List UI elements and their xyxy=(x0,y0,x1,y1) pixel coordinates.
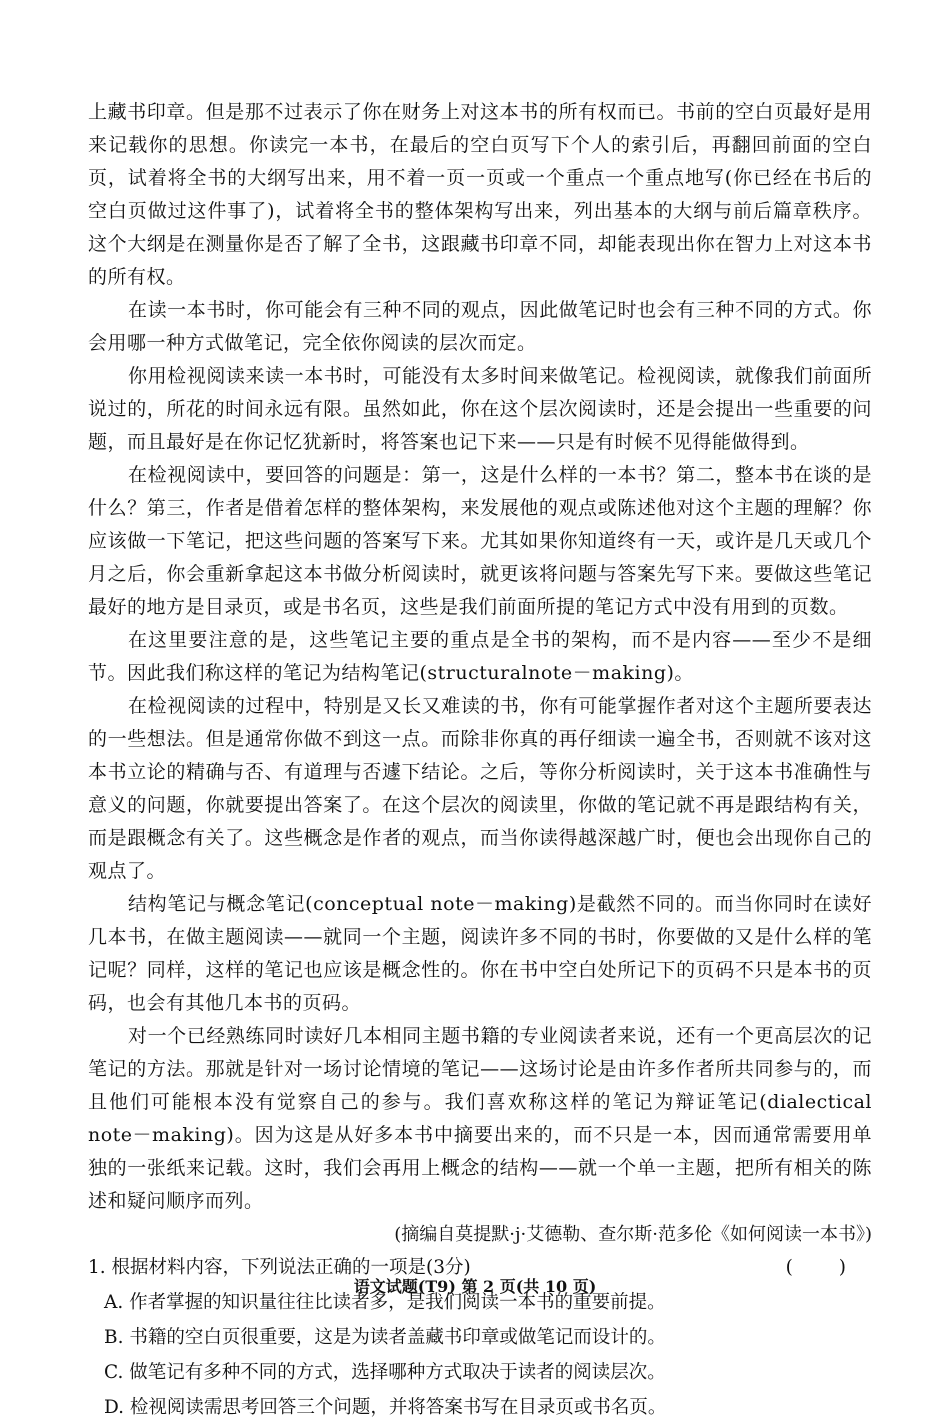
paragraph-6: 在检视阅读的过程中，特别是又长又难读的书，你有可能掌握作者对这个主题所要表达的一些想法。但是通常你做不到这一点。而除非你真的再仔细读一遍全书，否则就不该对这本书立论的精确与否、有道理与否遽下结论。之后，等你分析阅读时，关于这本书准确性与意义的问题，你就要提出答案了。在这个层次的阅读里，你做的笔记就不再是跟结构有关，而是跟概念有关了。这些概念是作者的观点，而当你读得越深越广时，便也会出现你自己的观点了。 xyxy=(88,695,872,882)
paragraph-5: 在这里要注意的是，这些笔记主要的重点是全书的架构，而不是内容——至少不是细节。因此我们称这样的笔记为结构笔记(structuralnote－making)。 xyxy=(88,629,872,684)
option-c[interactable]: C. 做笔记有多种不同的方式，选择哪种方式取决于读者的阅读层次。 xyxy=(104,1362,666,1383)
source-citation: (摘编自莫提默·j·艾德勒、查尔斯·范多伦《如何阅读一本书》) xyxy=(394,1224,872,1245)
paragraph-3: 你用检视阅读来读一本书时，可能没有太多时间来做笔记。检视阅读，就像我们前面所说过的，所花的时间永远有限。虽然如此，你在这个层次阅读时，还是会提出一些重要的问题，而且最好是在你记忆犹新时，将答案也记下来——只是有时候不见得能做得到。 xyxy=(88,365,872,453)
passage xyxy=(88,96,872,1218)
option-d[interactable]: D. 检视阅读需思考回答三个问题，并将答案书写在目录页或书名页。 xyxy=(104,1397,667,1418)
question-stem-text: 1. 根据材料内容，下列说法正确的一项是(3分) xyxy=(88,1257,471,1278)
answer-blank[interactable]: ( ) xyxy=(785,1257,866,1278)
paragraph-2: 在读一本书时，你可能会有三种不同的观点，因此做笔记时也会有三种不同的方式。你会用哪一种方式做笔记，完全依你阅读的层次而定。 xyxy=(88,299,872,354)
option-a[interactable]: A. 作者掌握的知识量往往比读者多，是我们阅读一本书的重要前提。 xyxy=(104,1292,666,1313)
paragraph-4: 在检视阅读中，要回答的问题是：第一，这是什么样的一本书？第二，整本书在谈的是什么？第三，作者是借着怎样的整体架构，来发展他的观点或陈述他对这个主题的理解？你应该做一下笔记，把这些问题的答案写下来。尤其如果你知道终有一天，或许是几天或几个月之后，你会重新拿起这本书做分析阅读时，就更该将问题与答案先写下来。要做这些笔记最好的地方是目录页，或是书名页，这些是我们前面所提的笔记方式中没有用到的页数。 xyxy=(88,464,872,618)
option-b[interactable]: B. 书籍的空白页很重要，这是为读者盖藏书印章或做笔记而设计的。 xyxy=(104,1327,666,1348)
paragraph-7: 结构笔记与概念笔记(conceptual note－making)是截然不同的。而当你同时在读好几本书，在做主题阅读——就同一个主题，阅读许多不同的书时，你要做的又是什么样的笔记呢？同样，这样的笔记也应该是概念性的。你在书中空白处所记下的页码不只是本书的页码，也会有其他几本书的页码。 xyxy=(88,893,872,1014)
paragraph-1: 上藏书印章。但是那不过表示了你在财务上对这本书的所有权而已。书前的空白页最好是用来记载你的思想。你读完一本书，在最后的空白页写下个人的索引后，再翻回前面的空白页，试着将全书的大纲写出来，用不着一页一页或一个重点一个重点地写(你已经在书后的空白页做过这件事了)，试着将全书的整体架构写出来，列出基本的大纲与前后篇章秩序。这个大纲是在测量你是否了解了全书，这跟藏书印章不同，却能表现出你在智力上对这本书的所有权。 xyxy=(88,101,872,288)
paragraph-8: 对一个已经熟练同时读好几本相同主题书籍的专业阅读者来说，还有一个更高层次的记笔记的方法。那就是针对一场讨论情境的笔记——这场讨论是由许多作者所共同参与的，而且他们可能根本没有觉察自己的参与。我们喜欢称这样的笔记为辩证笔记(dialectical note－making)。因为这是从好多本书中摘要出来的，而不只是一本，因而通常需要用单独的一张纸来记载。这时，我们会再用上概念的结构——就一个单一主题，把所有相关的陈述和疑问顺序而列。 xyxy=(88,1025,872,1212)
page-footer: 语文试题(T9) 第 2 页(共 10 页) xyxy=(353,1277,597,1296)
